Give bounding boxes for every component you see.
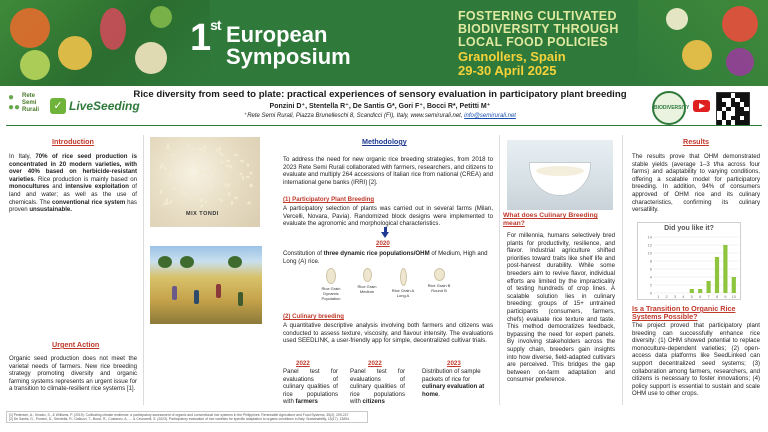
rice-grains-photo xyxy=(150,137,260,227)
chart-x-tick-label: 10 xyxy=(731,294,737,299)
rice-grain-dot xyxy=(196,174,200,178)
grain-sample: Rice Grain Dynamic Population xyxy=(315,268,347,312)
down-arrow-icon xyxy=(381,232,389,238)
rice-grain-dot xyxy=(181,170,183,174)
chart-bar xyxy=(715,257,719,293)
rice-grain-dot xyxy=(247,202,251,206)
chart-y-tick-label: 2 xyxy=(649,282,652,288)
symposium-title xyxy=(190,6,351,69)
rice-grain-dot xyxy=(209,184,212,188)
results-text: The results prove that OHM demonstrated stable yields (average 1–3 t/ha across four farms) and adaptability to varying conditions, offering a scalable model for participatory breeding. In addition, 94% of consumers approved of OHM rice and its culinary characteristics, confirming its culinary versatility. xyxy=(632,153,760,214)
reference-item: [1] Pedersen, A., Kinabo, S., & Williams, P. (2019). Cultivating climate resilience: a participatory assessment of organic and conventional rice systems in the Philippines. Renewable Agriculture and Food Systems, 35(2), 209-227. xyxy=(9,413,350,417)
rice-grain-dot xyxy=(179,185,183,189)
rice-grain-dot xyxy=(199,166,201,170)
rice-grain-dot xyxy=(231,200,234,204)
rice-bowl-photo xyxy=(507,140,613,210)
rete-semi-rurali-logo xyxy=(8,93,48,123)
rice-grain-dot xyxy=(186,144,189,148)
ppb-heading: (1) Participatory Plant Breeding xyxy=(283,196,375,203)
chart-bar xyxy=(723,245,727,293)
biodiversity-logo: BIODIVERSITY xyxy=(652,91,686,125)
vegetable-artwork-left xyxy=(0,0,210,86)
ppb-text: A participatory selection of plants was carried out in several farms (Milan, Vercelli, Novara, Pavia). Randomized block designs were implemented to evaluate the agronomic and morphological characteristics. xyxy=(283,205,493,228)
grain-sample: Rice Grain B Round B xyxy=(423,268,455,312)
rice-grain-dot xyxy=(194,154,198,158)
panel-home-text: Distribution of sample packets of rice for culinary evaluation at home. xyxy=(422,368,485,398)
rice-grain-dot xyxy=(169,199,173,203)
rice-grain-dot xyxy=(234,196,238,200)
ordinal-number: 1 xyxy=(190,17,211,59)
column-divider xyxy=(622,135,623,405)
ordinal-suffix: st xyxy=(210,17,221,33)
chart-bar xyxy=(707,281,711,293)
rice-grain-dot xyxy=(246,176,250,178)
rice-grain-samples xyxy=(315,268,455,312)
rice-grain-dot xyxy=(165,146,169,150)
seed-dots-icon: ● ●● xyxy=(8,92,21,113)
did-you-like-it-chart xyxy=(637,222,741,300)
population-constitution-text: Constitution of three dynamic rice populations/OHM of Medium, High and Long (A) rice. xyxy=(283,250,488,265)
chart-y-tick-label: 12 xyxy=(647,242,652,248)
year-2020-label: 2020 xyxy=(376,240,390,247)
rice-grain-dot xyxy=(206,163,210,165)
urgent-action-heading: Urgent Action xyxy=(52,340,100,349)
youtube-icon[interactable] xyxy=(693,100,710,112)
rice-grain-dot xyxy=(204,200,208,204)
rice-photo-label: MIX TONDI xyxy=(186,211,219,217)
rice-grain-dot xyxy=(191,147,195,150)
rice-grain-dot xyxy=(220,160,224,164)
grain-sample: Rice Grain A Long A xyxy=(387,268,419,312)
chart-y-tick-label: 14 xyxy=(647,234,652,240)
header-divider xyxy=(6,125,762,126)
rice-grain-dot xyxy=(203,170,207,174)
poster-title: Rice diversity from seed to plate: practical experiences of sensory evaluation in participatory plant breeding xyxy=(133,89,627,100)
panel-year: 2022 xyxy=(296,360,310,367)
chart-bar xyxy=(690,289,694,293)
chart-x-tick-label: 7 xyxy=(707,294,710,299)
rice-grain-dot xyxy=(213,168,217,172)
rice-grain-dot xyxy=(219,198,223,202)
chart-y-tick-label: 10 xyxy=(647,250,652,256)
rice-grain-dot xyxy=(171,154,175,156)
chart-y-tick-label: 8 xyxy=(649,258,652,264)
rice-grain-dot xyxy=(164,166,166,170)
rice-grain-dot xyxy=(172,187,176,191)
transition-heading: Is a Transition to Organic Rice Systems Possible? xyxy=(632,304,736,321)
chart-x-tick-label: 1 xyxy=(657,294,660,299)
contact-email-link[interactable]: info@semirurali.net xyxy=(464,113,516,119)
rice-grain-dot xyxy=(203,178,207,181)
results-heading: Results xyxy=(683,137,709,146)
culinary-breeding-heading: (2) Culinary breeding xyxy=(283,313,344,320)
rice-grain-dot xyxy=(169,172,172,176)
logo-text-line: Semi xyxy=(22,100,37,106)
introduction-text: In Italy, 70% of rice seed production is concentrated in 20 modern varieties, with over 40% based on herbicide-resistant varieties. Rice production is mainly based on monocultures and intensive exploitation of land and water; as well as the use of chemicals. The conventional rice system has proven unsustainable. xyxy=(9,153,138,214)
column-divider xyxy=(143,135,144,405)
rice-grain-dot xyxy=(196,160,200,164)
rice-grain-dot xyxy=(226,164,230,167)
rice-grain-dot xyxy=(209,173,213,177)
panel-citizens-text: Panel test for evaluations of culinary qualities of rice populations with citizens xyxy=(350,368,405,406)
symposium-dates: 29-30 April 2025 xyxy=(458,63,557,78)
panel-year: 2022 xyxy=(368,360,382,367)
chart-bar xyxy=(698,289,702,293)
rice-grain-dot xyxy=(240,160,244,162)
vegetable-artwork-right xyxy=(638,0,768,86)
rice-grain-dot xyxy=(249,170,253,174)
chart-x-tick-label: 6 xyxy=(699,294,702,299)
chart-canvas xyxy=(638,223,742,301)
liveseeding-mark-icon: ✓ xyxy=(50,98,66,114)
methodology-intro-text: To address the need for new organic rice breeding strategies, from 2018 to 2023 Rete Semi Rurali collaborated with farmers, researchers, and citizens to evaluate and multiply 264 accessions of Italian rice from national (CREA) and international gene banks (IRRI) [2]. xyxy=(283,156,493,186)
chart-y-tick-label: 6 xyxy=(649,266,652,272)
symposium-city: Granollers, Spain xyxy=(458,49,566,64)
rice-grain-dot xyxy=(200,204,204,207)
logo-text-line: Rurali xyxy=(22,107,40,113)
panel-year: 2023 xyxy=(447,360,461,367)
chart-x-tick-label: 8 xyxy=(715,294,719,299)
liveseeding-wordmark: LiveSeeding xyxy=(69,99,140,113)
column-divider xyxy=(499,135,500,405)
poster-affiliation xyxy=(120,112,640,119)
transition-text: The project proved that participatory plant breeding can successfully enhance rice diversity: (1) OHM showed potential to replace monoculture-dependent varieties; (2) open-access data platforms like SeedLinked can support decentralized seed systems; (3) collaboration among farmers, researchers, and citizens is necessary to foster innovations; (4) policy support is essential to sustain and scale OHM use to other crops. xyxy=(632,322,760,398)
tagline-line: FOSTERING CULTIVATED xyxy=(458,9,617,23)
reference-item: [2] De Santis, G., Ponzini, D., Stentella, R., Galluzzi, T., Bocci, R., Costanzo, A., ... & Ceccarelli, S. (2023). Participatory evaluation of rice varieties for specific adaptation to organic conditions in Italy. Sustainability, 15(17), 13694. xyxy=(9,417,350,422)
rice-grain-dot xyxy=(234,154,238,156)
chart-x-tick-label: 9 xyxy=(724,294,727,299)
rice-grain-dot xyxy=(199,170,203,174)
rice-grain-dot xyxy=(242,176,245,180)
rice-grain-dot xyxy=(196,185,200,189)
rice-grain-dot xyxy=(219,147,221,151)
chart-x-tick-label: 2 xyxy=(665,294,668,299)
rice-grain-dot xyxy=(159,190,162,194)
chart-y-tick-label: 0 xyxy=(649,290,652,296)
rice-grain-dot xyxy=(159,165,162,169)
rice-grain-dot xyxy=(198,148,202,150)
chart-x-tick-label: 4 xyxy=(682,294,685,299)
qr-code-icon[interactable] xyxy=(716,92,750,126)
symposium-banner xyxy=(0,0,768,86)
rice-grain-dot xyxy=(228,192,230,196)
urgent-action-text: Organic seed production does not meet the varietal needs of farmers. New rice breeding strategy promoting diversity and organic farming systems represents an urgent issue for a transition to climate-resilient rice systems [1]. xyxy=(9,355,137,393)
chart-title: Did you like it? xyxy=(664,225,714,232)
symposium-place xyxy=(458,50,566,78)
introduction-heading: Introduction xyxy=(52,137,94,146)
culinary-breeding-explanation: For millennia, humans selectively bred plants for productivity, resilience, and flavor. Industrial agriculture shifted priorities toward traits like shelf life and post-harvest durability. While some breeders aim to revive flavor, individual efforts are limited by the impracticality of testing hundreds of crop lines. A scalable solution lies in culinary breeding: groups of 15+ untrained participants (consumers, farmers, chefs) evaluate rice texture and taste. This method democratizes feedback, bypassing the need for expert panels. By involving stakeholders across the supply chain, breeders gain insights into how diverse, field-adapted cultivars are perceived. This bridges the gap between on-farm adaptation and consumer preference. xyxy=(507,232,615,384)
culinary-breeding-question: What does Culinary Breeding mean? xyxy=(503,212,598,227)
chart-y-tick-label: 4 xyxy=(649,274,652,280)
tagline-line: BIODIVERSITY THROUGH xyxy=(458,22,619,36)
symposium-tagline xyxy=(458,10,619,49)
panel-farmers-text: Panel test for evaluations of culinary qualities of rice populations with farmers xyxy=(283,368,338,406)
chart-x-tick-label: 5 xyxy=(690,294,693,299)
rice-grain-dot xyxy=(179,161,183,165)
rice-grain-dot xyxy=(226,160,230,163)
rice-grain-dot xyxy=(201,150,205,154)
grain-sample: Rice Grain Medium xyxy=(351,268,383,312)
symposium-word-european: European xyxy=(226,22,328,47)
methodology-heading: Methodology xyxy=(362,137,407,146)
rice-field-photo xyxy=(150,246,262,324)
references-box xyxy=(6,411,368,423)
rice-grain-dot xyxy=(249,184,253,188)
culinary-breeding-text: A quantitative descriptive analysis involving both farmers and citizens was conducted to assess texture, viscosity, and flavour intensity. The evaluations used SEEDLINK, a user-friendly app for simple, decentralized cultivar trials. xyxy=(283,322,493,345)
rice-grain-dot xyxy=(246,163,249,167)
symposium-word-symposium: Symposium xyxy=(226,44,351,69)
rice-grain-dot xyxy=(183,191,187,195)
affiliation-text: ⁺Rete Semi Rurali, Piazza Brunelleschi 8, Scandicci (FI), Italy, www.semirurali.net, xyxy=(244,113,465,119)
rice-grain-dot xyxy=(220,153,224,157)
chart-bar xyxy=(732,277,736,293)
poster-authors: Ponzini D⁺, Stentella R⁺, De Santis G*, Gori F⁺, Bocci R*, Petitti M⁺ xyxy=(269,103,491,110)
chart-x-tick-label: 3 xyxy=(673,294,677,299)
logo-text-line: Rete xyxy=(22,93,36,99)
tagline-line: LOCAL FOOD POLICIES xyxy=(458,35,608,49)
